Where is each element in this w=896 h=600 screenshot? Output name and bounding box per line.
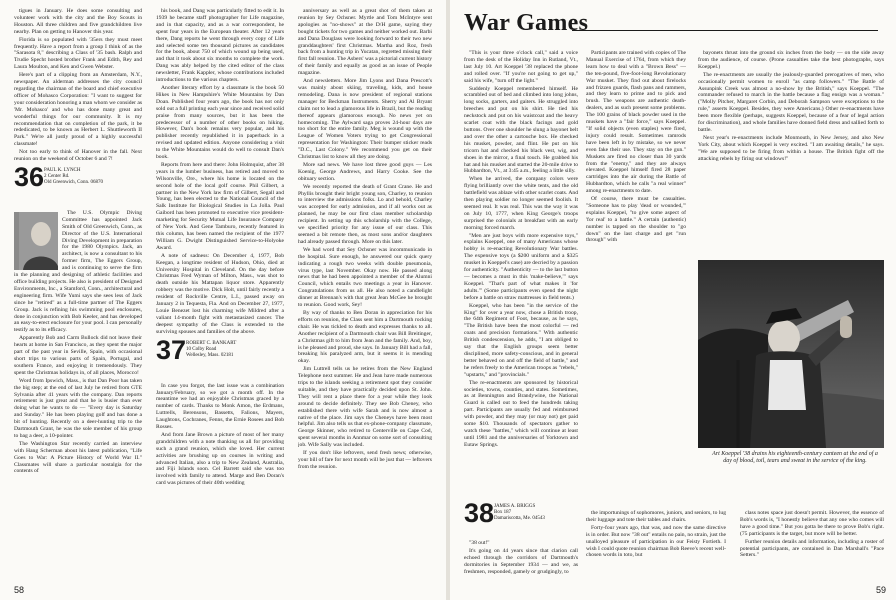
secretary-street: Box 187	[494, 510, 512, 516]
paragraph: Reports from here and there: John Holmquist, after 38 years in the lumber business, has retired and moved to Wilsonville, Ore., where his home is located on the second hole of the local golf course. Phil Gilbert, a partner in the New York law firm of Gilbert, Segall and Young, has been elected to the National Council of the Salk Institute for Biological Studies in La Jolla. Paul Gaibord has been promoted to executive vice president-marketing for Security Mutual Life Insurance Company of New York. And Gene Tamburo, recently featured in this column, has been named the recipient of the 1977 William G. Dwight Distinguished Service-to-Holyoke Award.	[156, 161, 284, 251]
page-number: 58	[14, 585, 25, 595]
paragraph: "38 out!"	[469, 540, 490, 546]
paragraph: his book, and Dang was particularly fitted to edit it. In 1939 he became staff photographer for Life magazine, and in that capacity, and as a war correspondent, he spent four years in the European theater. After 12 years there, Dang reports he went through every copy of Life and selected some ten thousand pictures as candidates for the book, about 750 of which wound up being used, and that it took about six months to complete the work. Dang was ably helped by the cited editor of the class newsletter, Frank Kappler, whose contributions included introductions to the various chapters.	[156, 8, 284, 84]
right-column-2	[586, 50, 686, 496]
paragraph: the importunings of sophomores, juniors, and seniors, to lug their luggage and tote their tables and chairs.	[586, 510, 726, 523]
paragraph: Suddenly Koeppel remembered himself. He scrambled out of bed and climbed into long johns, long socks, garters, and gaiters. He struggled into breeches and put on his shirt. He tied his neckstock and put on his waistcoat and the heavy scarlet coat with the black facings and gold buttons. Over one shoulder he slung a bayonet belt and over the other a cartouche box. He checked his musket, powder, and flint. He put on his tricorn hat and checked his black vest, wig, and shoes in the mirror, a final touch. He grabbed his hat and his musket and started the 20-mile drive to Hubbardton, Vt., at 3:45 a.m., feeling a little silly.	[464, 85, 578, 175]
paragraph: The re-enactments are usually the jealously-guarded prerogatives of men, who occasionally permit women to enroll "as camp followers." "The Battle of Assunpink Creek was almost a no-show by the British," says Koeppel. "The commander refused to march in the battle because a flag ensign was a woman." ("Molly Pitcher, Margaret Corbin, and Deborah Sampson were exceptions to the rule," asserts Koeppel. Besides, they were Americans.) Other re-enactments have been more flexible (perhaps, suggests Koeppel, because of a fear of legal action for discrimination), and whole families have donned field dress and sallied forth to battle.	[698, 71, 884, 133]
left-column-2	[156, 8, 284, 576]
paragraph: "Men are just boys with more expensive toys," explains Koeppel, one of many Americans whose hobby is re-enacting Revolutionary War battles. The expensive toys (a $200 uniform and a $325 musket in Koeppel's case) are decried by a passion for authenticity. "Authenticity — to the last button — becomes a must in this 'make-believe,'" says Koeppel. "That's part of what makes it 'for adults.'" (Some participants even spend the night before a battle on straw mattresses in field tents.)	[464, 232, 578, 301]
headline-rule	[572, 30, 878, 31]
paragraph: The re-enactments are sponsored by historical societies, towns, counties, and states. Sometimes, as at Bennington and Brandywine, the National Guard is called out to feed the hundreds taking part. Participants are usually fed and reimbursed with powder, and they may (or may not) get paid some $10. Thousands of spectators gather to watch these "battles," which will continue at least until 1981 and the anniversaries of Yorktown and Eutaw Springs.	[464, 379, 578, 448]
left-column-3	[298, 8, 432, 576]
secretary-city: Old Greenwich, Conn. 06870	[44, 180, 104, 186]
paragraph: It's going on 44 years since that clarion call echoed through the corridors of Dartmouth's dormitories in September 1934 — and we, as freshmen, responded, gamely or grudgingly, to	[464, 547, 578, 575]
class-secretary-address	[44, 168, 103, 187]
page-title: War Games	[464, 10, 589, 36]
secretary-city: Wellesley, Mass. 02181	[186, 353, 234, 358]
paragraph: Jim Luttrell tells us he retires from the New England Telephone next summer. He and Jean have made numerous trips to the islands seeking a retirement spot they consider suitable, and they have practically decided upon St. John. They will rent a place there for a year while they look around to decide definitely. They see Bob Cheney, who established there with wife Sarah and is now almost a native of the place. Jim says the Cheneys have been most helpful. Jim also tells us that ex-phone-company classmate, George Skinner, who retired to Centerville on Cape Cod, spent several months in Annmar on some sort of consulting job. Wife Sally was included.	[298, 366, 432, 449]
paragraph: class notes space just doesn't permit. However, the essence of Bob's words is, "I honestly believe that any one who comes will have a good time." But you gotta be there to prove Bob's right. (75 participants is the target, but more will be better.	[740, 510, 884, 537]
paragraph: tigues in January. He does some consulting and volunteer work with the city and the Boy Scouts in Houston. All three children and five grandchildren live nearby. Plan on getting to Hanover this year.	[14, 8, 142, 35]
secretary-street: 2 Center Rd.	[44, 174, 70, 180]
paragraph: Not too early to think of Hanover in the fall. Next reunion on the weekend of October 6 and 7!	[14, 149, 142, 163]
class-heading-36	[14, 161, 142, 210]
paragraph: Florida is so populated with '35ers they must meet frequently. Have a report from a group I think of as the "Sarasota 8," describing a Class of '35 bash. Ralph and Trudie Specht hosted brother Frank and Edith, Rey and Laura Moulton, and Ken and Gwen Webster.	[14, 36, 142, 71]
lower-column-3	[740, 510, 884, 580]
paragraph: Further reunion details and information, including a roster of potential participants, are contained in Dan Marshall's "Pace Setters."	[740, 538, 884, 559]
paragraph: In case you forgot, the last issue was a combination January/February, so we got a month off. In the meantime we had an enjoyable Christmas graced by a number of cards. Thanks to Monk Amon, the Erdmans, Luttrells, Berensons, Bassetts, Falions, Mayers, Laughtons, Cochranes, Fenns, the Ernie Rosees and Bob Rosses.	[156, 382, 284, 431]
page-number: 59	[875, 585, 886, 595]
secretary-name: PAUL K. LYNCH	[44, 167, 81, 173]
class-number: 38	[464, 498, 495, 528]
left-column-1	[14, 8, 142, 576]
paragraph: Word from Ipswich, Mass., is that Dan Poor has taken the big step; at the end of last July he retired from GTE Sylvania after 41 years with the company. Dan reports retirement is just great and that he is busier than ever doing what he wants to do — "Every day is Saturday and Sunday." He has been playing golf and has done a bit of hunting. Recently on a deer-hunting trip to the Dartmouth Grant, he was the sole member of his group to bag a deer, a 10-pointer.	[14, 377, 142, 439]
paragraph: Forty-four years ago, that was, and now the same directive is in order. But now "38 out" entails no pain, no strain, just the unalloyed pleasure of participation in our Feisty Fortieth. I wish I could quote reunion chairman Bob Reeve's recent well-chosen words in toto, but	[586, 524, 726, 559]
paragraph: The Washington Star recently carried an interview with Hang Scherman about his latest publication, "Life Goes to War: A Picture History of World War II." Classmates will share a particular nostalgia for the contents of	[14, 440, 142, 475]
left-page	[0, 0, 446, 600]
paragraph: Of course, there must be casualties. "Someone has to play 'dead or wounded,'" explains Koeppel, "to give some aspect of 'for real' to a battle." A certain (authentic) number is tapped on the shoulder to "go down" on the last charge and get "run through" with	[586, 196, 686, 244]
class-secretary-address	[186, 341, 236, 360]
paragraph: More sad news. We have lost three good guys — Les Koenig, George Andrews, and Harry Cooke. See the obituary section.	[298, 161, 432, 182]
right-page	[450, 0, 896, 600]
paragraph: Participants are trained with copies of The Manual Exercise of 1764, from which they learn how to deal with a "Brown Bess" — the ten-pound, five-foot-long Revolutionary War musket. They find out about firelocks and frizzen guards, flash pans and rammers, and they learn to prime and to pick and brush. The weapons are authentic death-dealers, and as such present some problems. The 100 grains of black powder used in the muskets have a "fair force," says Koeppel. "If solid objects (even staples) were fired, injury could result. Sometimes ramrods have been left in by mistake, so we never even fake their use. They stay on the gun." Muskets are fired no closer than 30 yards from the "enemy," and they are always elevated. Koeppel himself fired 28 paper cartridges into the air during the Battle of Hubbardton, which he calls "a real winner" among re-enactments to date.	[586, 50, 686, 195]
paragraph: Apparently Bob and Carm Bullock did not leave their hearts at home in San Francisco, as they spent the major part of the past year in Seville, Spain, with occasional short trips to various parts of Spain, Portugal, and southern France, and enjoying it tremendously. They spent the Christmas holidays in, of all places, Morocco!	[14, 335, 142, 376]
paragraph: The U.S. Olympic Diving Committee has appointed Jack Smith of Old Greenwich, Conn., as Director of the U.S. International Diving Development in preparation for the 1980 Olympics. Jack, an architect, is now a consultant to his former firm, The Eggers Group, and is continuing to serve the firm in the planning and designing of athletic facilities and office building projects. He also is president of Designed Environments, Inc., a Stamford, Conn., architectural and engineering firm. Wife Yumi says she sees less of Jack since he "retired" as a full-time partner of The Eggers Group. Jack is refining his swimming pool enclosures, done in conjunction with Bob Keeler, and has developed an easy-to-erect enclosure for your pool. I can personally testify as to its efficacy.	[14, 209, 142, 334]
article-headline	[464, 8, 884, 44]
paragraph: Here's part of a clipping from an Amsterdam, N.Y., newspaper. An alderman addresses the city council regarding the chairman of the board and chief executive officer of Mohasco Corporation: "I want to suggest for your consideration honoring a man whom we consider as 'Mr. Mohasco' and who has done many great and wonderful things for our community. It is my recommendation that on completion of the park, it be rededicated, to be known as Herbert L. Shuttleworth II Park." We're all justly proud of a highly successful classmate!	[14, 72, 142, 148]
paragraph: By way of thanks to Ben Doran in appreciation for his efforts on reunion, the Class sent him a Dartmouth rocking chair. He was tickled to death and expresses thanks to all. Another recipient of a Dartmouth chair was Bill Breitinger, a Christmas gift to him from Jean and the family. And, boy, is he pleased and proud, she says. In January Bill had a fall, breaking his paralyzed arm, but it seems it is mending okay.	[298, 309, 432, 365]
secretary-name: JAMES A. BRIGGS	[494, 504, 536, 509]
soldier-drinking-photo-icon	[698, 260, 884, 448]
person-portrait-icon	[19, 212, 58, 270]
class-heading-37	[156, 334, 284, 383]
lower-column-2	[586, 510, 726, 580]
paragraph: And newsletters. More Jim Lyons and Dana Prescott's was mainly about skiing, traveling, kids, and house remodeling. Dana is now president of regional stations manager for Beckman Instruments. Sherry and Al Bryant claim not to lead a glamorous life in Brazil, but the reading thereof appears glamorous enough. No news yet on homecoming. The Aylward saga proves 24-hour days are too short for the entire family. Meg is wound up with the League of Women Voters trying to get Congressional representation for Washington: Their bumper sticker reads "D.C., Last Colony." We recommend you get on their Christmas list to know all they are doing.	[298, 78, 432, 161]
class-number: 36	[14, 161, 45, 192]
paragraph: A note of sadness: On December 4, 1977, Bob Keegan, a longtime resident of Hudson, Ohio, died at University Hospital in Cleveland. On the day before Christmas Fred Wyman of Milton, Mass., was shot to death outside his Mattapan liquor store. Apparently robbery was the motive. Dick Holt, until fairly recently a resident of Rockville Centre, L.I., passed away on January 2 in Tequesta, Fla. And on December 27, 1977, Louie Benezet lost his charming wife Mildred after a valiant 14-month fight with metastasized cancer. The deepest sympathy of the Class is extended to the surviving spouses and families of the above.	[156, 252, 284, 335]
paragraph: We had word that Sey Ochsner was incommunicado in the hospital. Sure enough, he answered our quick query indicating a rough two weeks with double pneumonia, virus type, last November. Okay now. He passed along news that he had been appointed a member of the Alumni Council, which entails two meetings a year in Hanover. Congratulations from us all. He also noted a candlelight dinner at Brennan's with that great Jean McGee he brought to reunion. Good work, Sey!	[298, 246, 432, 309]
paragraph: Another literary effort by a classmate is the book 50 Hikes in New Hampshire's White Mountains by Dan Doan. Published four years ago, the book has not only sold out a full printing each year since and received solid praise from many sources, but it has been the predecessor of a number of other books on hiking. However, Dan's book remains very popular, and his publisher recently republished it in paperback in a revised and updated edition. Anyone considering a visit to the White Mountains would do well to consult Dan's book.	[156, 84, 284, 161]
paragraph: If you don't like leftovers, send fresh news; otherwise, your bill of fare for next month will be just that — leftovers from the reunion.	[298, 450, 432, 470]
lower-column-1	[464, 540, 578, 580]
class-secretary-address	[494, 504, 545, 523]
secretary-street: 10 Colby Road	[186, 346, 217, 352]
paragraph: We recently reported the death of Grant Crane. He and Phyllis brought their bright young son, Charley, to reunion to interview the admissions folks. Lo and behold, Charley was accepted for early admission, and if all works out as planned, he may be our first class member scholarship recipient. In setting up this scholarship with the College, we specified priority for any issue of our class. This seemed a bit remote then, as most sons and/or daughters had already passed through. More on this later.	[298, 183, 432, 245]
class-number: 37	[156, 334, 187, 365]
secretary-city: Damariscotta, Me. 04543	[494, 516, 545, 522]
right-column-3	[698, 50, 884, 254]
paragraph: Koeppel, who has been "in the service of the King" for over a year now, chose a British troop, the 64th Regiment of Foot, because, as he says, "The British have been the most colorful — red coats and precision formations." With authentic British condescension, he adds, "I am obliged to say that the English groups seem better disciplined, more safety-conscious, and in general better behaved on and off the field of battle," and he refers freely to the American troops as "rebels," "upstarts," and "provincials."	[464, 302, 578, 378]
portrait-photo	[14, 212, 58, 270]
paragraph: anniversary as well as a great shot of them taken at reunion by Sey Ochsner. Myrtle and Tom McIntyre sent apologies as "no-shows" at the D/H game, saying they bought tickets for two games and neither worked out. Barbi and Dana Douglass were looking forward to their two new granddaughters' first Christmas. Martha and Roz, fresh back from a hunting trip in Yucatan, regretted missing their first fall reunion. The Asbers' was a pictorial current history of their family and equally as good as an issue of People magazine.	[298, 8, 432, 77]
paragraph: And from Jane Brown a picture of most of her many grandchildren with a note thanking us all for providing such a grand reunion, which she loved. Her current activities are brushing up on courses in writing and advanced Italian, also a trip to New Zealand, Australia, and Fiji Islands soon. Cel Barrett said she was too involved with family to attend. Marge and Ben Doran's card was pictures of their 40th wedding	[156, 431, 284, 487]
paragraph: "This is your three o'clock call," said a voice from the desk of the Holiday Inn in Rutland, Vt., last July 10. Art Koeppel '38 replaced the phone and rolled over. "If you're not going to get up," said his wife, "turn off the light."	[464, 50, 578, 84]
feature-photo	[698, 260, 884, 448]
right-column-1	[464, 50, 578, 496]
paragraph: When he arrived, the company colors were flying brilliantly over the white tents, and the old battlefield was ablaze with other scarlet coats. And then playing soldier no longer seemed foolish. It seemed real. It was real. This was the way it was on July 10, 1777, when King George's troops surprised the colonials at breakfast with an early morning forced march.	[464, 176, 578, 231]
secretary-name: ROBERT C. BANKART	[186, 340, 237, 346]
paragraph: Next year's re-enactments include Monmouth, in New Jersey, and also New York City, about which Koeppel is very excited. "I am awaiting details," he says. "We are supposed to be firing from within a house. The British fight off the attacking rebels by firing out windows!"	[698, 134, 884, 162]
paragraph: bayonets thrust into the ground six inches from the body — on the side away from the audience, of course. (Prone casualties take the best photographs, says Koeppel.)	[698, 50, 884, 70]
photo-caption: Art Koeppel '38 drains his eighteenth-century canteen at the end of a day of blood, toil, tears and sweat in the service of the king.	[712, 451, 878, 465]
